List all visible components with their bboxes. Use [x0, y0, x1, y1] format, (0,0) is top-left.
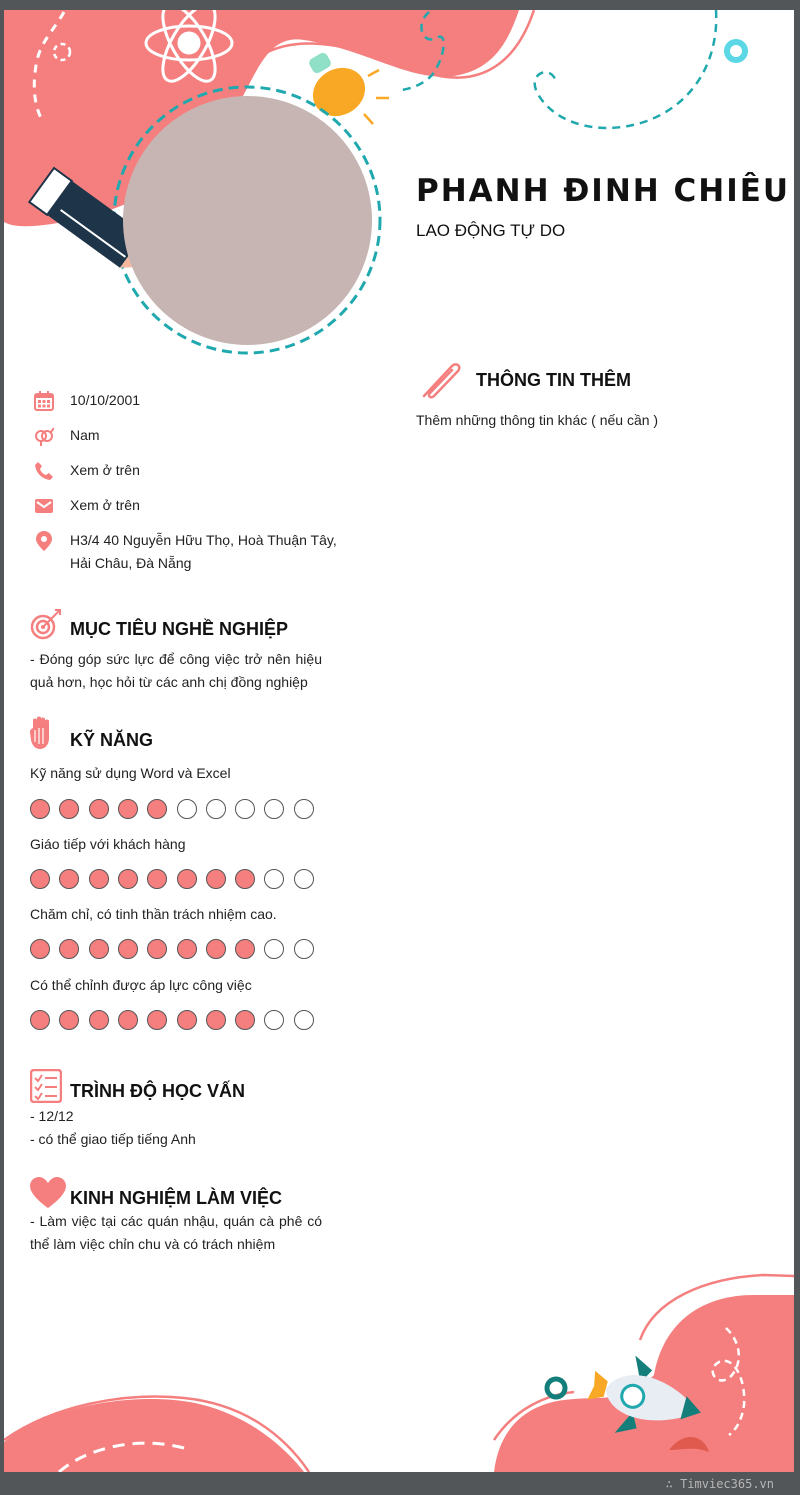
email-value: Xem ở trên [70, 497, 140, 513]
skill-label: Chăm chỉ, có tinh thần trách nhiệm cao. [30, 906, 277, 922]
cv-page [4, 10, 794, 1472]
skill-label: Giáo tiếp với khách hàng [30, 836, 186, 852]
job-title: LAO ĐỘNG TỰ DO [416, 221, 566, 240]
education-line: - có thể giao tiếp tiếng Anh [30, 1131, 196, 1147]
bottom-left-blob [4, 1399, 304, 1472]
education-line: - 12/12 [30, 1108, 74, 1124]
experience-title: KINH NGHIỆM LÀM VIỆC [70, 1188, 283, 1208]
skill-label: Kỹ năng sử dụng Word và Excel [30, 765, 231, 781]
phone-value: Xem ở trên [70, 462, 140, 478]
experience-text: - Làm việc tại các quán nhậu, quán cà phê có thể làm việc chỉn chu và có trách nhiệm [30, 1213, 322, 1252]
extra-text: Thêm những thông tin khác ( nếu cần ) [416, 412, 659, 428]
objective-text: - Đóng góp sức lực để công việc trở nên hiệu quả hơn, học hỏi từ các anh chị đồng nghiệp [30, 651, 322, 690]
footer-brand: ∴ Timviec365.vn [665, 1477, 774, 1491]
extra-title: THÔNG TIN THÊM [476, 370, 631, 390]
footer-decoration [4, 10, 794, 1472]
address-value: H3/4 40 Nguyễn Hữu Thọ, Hoà Thuận Tây, Hải Châu, Đà Nẵng [70, 532, 337, 571]
objective-title: MỤC TIÊU NGHỀ NGHIỆP [70, 619, 289, 639]
birthday-value: 10/10/2001 [70, 392, 141, 408]
skill-label: Có thể chỉnh được áp lực công việc [30, 977, 252, 993]
candidate-name: PHANH ĐINH CHIÊU [416, 173, 791, 209]
skills-title: KỸ NĂNG [70, 730, 154, 750]
education-title: TRÌNH ĐỘ HỌC VẤN [70, 1081, 245, 1101]
gender-value: Nam [70, 427, 100, 443]
